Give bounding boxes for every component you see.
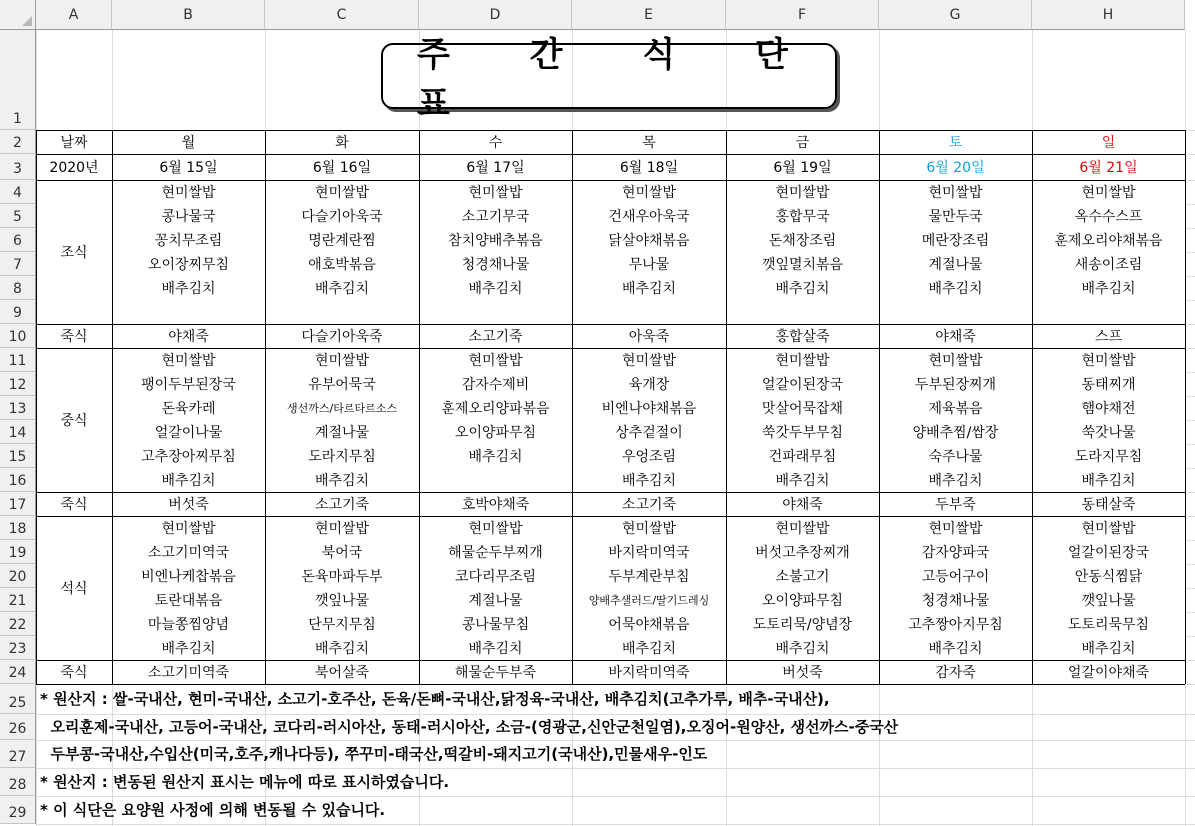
row-header-11[interactable]: 11 [0,348,36,372]
row-header-15[interactable]: 15 [0,444,36,468]
menu-cell[interactable] [265,300,419,324]
menu-cell[interactable]: 현미쌀밥 [112,516,265,540]
menu-cell[interactable]: 돈육마파두부 [265,564,419,588]
menu-cell[interactable]: 북어살죽 [265,660,419,684]
table-border [1185,130,1186,684]
menu-cell[interactable]: 현미쌀밥 [1032,516,1185,540]
menu-cell[interactable]: 현미쌀밥 [726,348,879,372]
menu-cell[interactable]: 배추김치 [265,468,419,492]
row-header-16[interactable]: 16 [0,468,36,492]
menu-cell[interactable]: 배추김치 [265,636,419,660]
menu-cell[interactable]: 고추장아찌무침 [112,444,265,468]
menu-cell[interactable]: 버섯죽 [726,660,879,684]
row-header-27[interactable]: 27 [0,740,36,768]
column-header-f[interactable]: F [726,0,879,30]
table-border [36,660,1185,661]
menu-cell[interactable]: 무나물 [572,252,726,276]
row-header-24[interactable]: 24 [0,660,36,684]
menu-cell[interactable]: 배추김치 [419,276,572,300]
column-header-b[interactable]: B [112,0,265,30]
menu-cell[interactable]: 배추김치 [726,636,879,660]
menu-cell[interactable]: 아욱죽 [572,324,726,348]
menu-cell[interactable]: 어묵야채볶음 [572,612,726,636]
menu-cell[interactable]: 현미쌀밥 [419,348,572,372]
menu-cell[interactable]: 소고기미역죽 [112,660,265,684]
row-header-28[interactable]: 28 [0,768,36,796]
menu-cell[interactable]: 깻잎나물 [1032,588,1185,612]
column-header-e[interactable]: E [572,0,726,30]
menu-cell[interactable]: 감자죽 [879,660,1032,684]
day-header-cell[interactable]: 일 [1032,130,1185,154]
menu-cell[interactable]: 현미쌀밥 [572,348,726,372]
day-header-cell[interactable]: 수 [419,130,572,154]
menu-cell[interactable]: 현미쌀밥 [419,180,572,204]
row-header-1[interactable]: 1 [0,30,36,130]
menu-cell[interactable]: 현미쌀밥 [726,180,879,204]
note-line[interactable]: * 이 식단은 요양원 사정에 의해 변동될 수 있습니다. [40,801,386,819]
day-header-cell[interactable]: 월 [112,130,265,154]
menu-cell[interactable]: 옥수수스프 [1032,204,1185,228]
day-header-cell[interactable]: 금 [726,130,879,154]
row-header-17[interactable]: 17 [0,492,36,516]
table-border [36,348,1185,349]
row-header-19[interactable]: 19 [0,540,36,564]
menu-cell[interactable]: 현미쌀밥 [879,516,1032,540]
row-header-22[interactable]: 22 [0,612,36,636]
row-header-4[interactable]: 4 [0,180,36,204]
menu-cell[interactable]: 배추김치 [1032,276,1185,300]
menu-cell[interactable]: 버섯고추장찌개 [726,540,879,564]
menu-cell[interactable]: 콩나물무침 [419,612,572,636]
menu-cell[interactable]: 훈제오리양파볶음 [419,396,572,420]
menu-cell[interactable]: 얼갈이나물 [112,420,265,444]
row-header-29[interactable]: 29 [0,796,36,824]
menu-cell[interactable]: 소고기미역국 [112,540,265,564]
menu-cell[interactable]: 감자양파국 [879,540,1032,564]
menu-cell[interactable]: 배추김치 [265,276,419,300]
row-header-2[interactable]: 2 [0,130,36,154]
table-border [1032,130,1033,684]
meal-label-porridge2[interactable]: 죽식 [36,492,112,516]
menu-cell[interactable]: 건파래무침 [726,444,879,468]
menu-cell[interactable]: 우엉조림 [572,444,726,468]
menu-cell[interactable]: 배추김치 [419,636,572,660]
menu-cell[interactable] [419,300,572,324]
menu-cell[interactable]: 홍합무국 [726,204,879,228]
menu-cell[interactable]: 비엔나케찹볶음 [112,564,265,588]
table-border [36,492,1185,493]
row-header-5[interactable]: 5 [0,204,36,228]
row-header-20[interactable]: 20 [0,564,36,588]
menu-cell[interactable]: 소고기죽 [572,492,726,516]
menu-cell[interactable]: 오이양파무침 [726,588,879,612]
meal-label-lunch[interactable]: 중식 [36,348,112,492]
menu-cell[interactable]: 물만두국 [879,204,1032,228]
date-label-cell[interactable]: 날짜 [36,130,112,154]
row-header-8[interactable]: 8 [0,276,36,300]
menu-cell[interactable]: 깻잎나물 [265,588,419,612]
meal-label-porridge3[interactable]: 죽식 [36,660,112,684]
menu-cell[interactable]: 안동식찜닭 [1032,564,1185,588]
row-header-7[interactable]: 7 [0,252,36,276]
menu-cell[interactable] [879,300,1032,324]
menu-cell[interactable]: 다슬기아욱국 [265,204,419,228]
menu-cell[interactable]: 야채죽 [879,324,1032,348]
menu-cell[interactable]: 비엔나야채볶음 [572,396,726,420]
menu-cell[interactable]: 코다리무조림 [419,564,572,588]
menu-cell[interactable]: 숙주나물 [879,444,1032,468]
menu-cell[interactable]: 현미쌀밥 [1032,180,1185,204]
menu-cell[interactable]: 바지락미역죽 [572,660,726,684]
menu-cell[interactable] [112,300,265,324]
menu-cell[interactable]: 호박야채죽 [419,492,572,516]
date-cell[interactable]: 6월 16일 [265,154,419,180]
menu-cell[interactable]: 현미쌀밥 [112,180,265,204]
row-header-25[interactable]: 25 [0,684,36,714]
menu-cell[interactable]: 계절나물 [419,588,572,612]
menu-cell[interactable]: 참치양배추볶음 [419,228,572,252]
date-cell[interactable]: 6월 18일 [572,154,726,180]
menu-cell[interactable] [572,300,726,324]
menu-cell[interactable]: 두부죽 [879,492,1032,516]
meal-label-dinner[interactable]: 석식 [36,516,112,660]
menu-cell[interactable]: 소고기무국 [419,204,572,228]
menu-cell[interactable]: 배추김치 [112,276,265,300]
row-header-12[interactable]: 12 [0,372,36,396]
menu-cell[interactable]: 유부어묵국 [265,372,419,396]
menu-cell[interactable]: 팽이두부된장국 [112,372,265,396]
menu-cell[interactable] [419,468,572,492]
menu-cell[interactable]: 쑥갓나물 [1032,420,1185,444]
menu-cell[interactable]: 버섯죽 [112,492,265,516]
table-border [36,130,1185,131]
menu-cell[interactable]: 야채죽 [726,492,879,516]
menu-cell[interactable]: 돈육카레 [112,396,265,420]
menu-cell[interactable]: 배추김치 [572,468,726,492]
day-header-cell[interactable]: 토 [879,130,1032,154]
menu-cell[interactable]: 소고기죽 [265,492,419,516]
column-header-g[interactable]: G [879,0,1032,30]
menu-cell[interactable]: 해물순두부찌개 [419,540,572,564]
table-border [265,130,266,684]
menu-cell[interactable]: 청경채나물 [879,588,1032,612]
menu-cell[interactable]: 북어국 [265,540,419,564]
menu-cell[interactable] [726,300,879,324]
menu-cell[interactable]: 현미쌀밥 [419,516,572,540]
menu-cell[interactable]: 다슬기아욱죽 [265,324,419,348]
menu-cell[interactable]: 얼갈이야채죽 [1032,660,1185,684]
menu-cell[interactable]: 감자수제비 [419,372,572,396]
menu-cell[interactable]: 배추김치 [572,276,726,300]
page-title: 주 간 식 단 표 [381,43,837,109]
note-line[interactable]: * 원산지 : 변동된 원산지 표시는 메뉴에 따로 표시하였습니다. [40,773,450,791]
menu-cell[interactable]: 소고기죽 [419,324,572,348]
note-line[interactable]: * 원산지 : 쌀-국내산, 현미-국내산, 소고기-호주산, 돈육/돈뼈-국내산,닭정육-국내산, 배추김치(고추가루, 배추-국내산), [40,690,830,708]
date-cell[interactable]: 6월 21일 [1032,154,1185,180]
menu-cell[interactable]: 배추김치 [726,276,879,300]
menu-cell[interactable]: 배추김치 [879,636,1032,660]
menu-cell[interactable] [1032,300,1185,324]
year-cell[interactable]: 2020년 [36,154,112,180]
date-cell[interactable]: 6월 15일 [112,154,265,180]
row-header-14[interactable]: 14 [0,420,36,444]
menu-cell[interactable]: 얼갈이된장국 [726,372,879,396]
table-border [726,130,727,684]
menu-cell[interactable]: 닭살야채볶음 [572,228,726,252]
table-border [879,130,880,684]
menu-cell[interactable]: 꽁치무조림 [112,228,265,252]
day-header-cell[interactable]: 화 [265,130,419,154]
menu-cell[interactable]: 도라지무침 [265,444,419,468]
menu-cell[interactable]: 토란대볶음 [112,588,265,612]
day-header-cell[interactable]: 목 [572,130,726,154]
menu-cell[interactable]: 돈채장조림 [726,228,879,252]
meal-label-porridge1[interactable]: 죽식 [36,324,112,348]
table-border [36,154,1185,155]
menu-cell[interactable]: 두부된장찌개 [879,372,1032,396]
menu-cell[interactable]: 배추김치 [112,468,265,492]
menu-cell[interactable]: 콩나물국 [112,204,265,228]
note-line[interactable]: 오리훈제-국내산, 고등어-국내산, 코다리-러시아산, 동태-러시아산, 소금-(영광군,신안군천일염),오징어-원양산, 생선까스-중국산 [40,718,899,736]
table-border [36,130,37,684]
menu-cell[interactable]: 현미쌀밥 [572,516,726,540]
menu-cell[interactable]: 오이장찌무침 [112,252,265,276]
menu-cell[interactable]: 오이양파무침 [419,420,572,444]
column-header-c[interactable]: C [265,0,419,30]
row-header-10[interactable]: 10 [0,324,36,348]
note-line[interactable]: 두부콩-국내산,수입산(미국,호주,캐나다등), 쭈꾸미-태국산,떡갈비-돼지고기(국내산),민물새우-인도 [40,745,708,763]
date-cell[interactable]: 6월 19일 [726,154,879,180]
table-border [36,180,1185,181]
menu-cell[interactable]: 제육볶음 [879,396,1032,420]
menu-cell[interactable]: 도토리묵/양념장 [726,612,879,636]
menu-cell[interactable]: 스프 [1032,324,1185,348]
menu-cell[interactable]: 도토리묵무침 [1032,612,1185,636]
column-header-d[interactable]: D [419,0,572,30]
row-header-9[interactable]: 9 [0,300,36,324]
menu-cell[interactable]: 고추짱아지무침 [879,612,1032,636]
date-cell[interactable]: 6월 17일 [419,154,572,180]
row-header-18[interactable]: 18 [0,516,36,540]
row-header-21[interactable]: 21 [0,588,36,612]
menu-cell[interactable]: 배추김치 [1032,636,1185,660]
menu-cell[interactable]: 도라지무침 [1032,444,1185,468]
table-border [36,516,1185,517]
row-header-26[interactable]: 26 [0,714,36,740]
menu-cell[interactable]: 햄야채전 [1032,396,1185,420]
menu-cell[interactable]: 동태찌개 [1032,372,1185,396]
menu-cell[interactable]: 청경채나물 [419,252,572,276]
menu-cell[interactable]: 동태살죽 [1032,492,1185,516]
menu-cell[interactable]: 쑥갓두부무침 [726,420,879,444]
menu-cell[interactable]: 명란계란찜 [265,228,419,252]
menu-cell[interactable]: 배추김치 [572,636,726,660]
menu-cell[interactable]: 애호박볶음 [265,252,419,276]
menu-cell[interactable]: 배추김치 [419,444,572,468]
date-cell[interactable]: 6월 20일 [879,154,1032,180]
menu-cell[interactable]: 고등어구이 [879,564,1032,588]
menu-cell[interactable]: 홍합살죽 [726,324,879,348]
menu-cell[interactable]: 건새우아욱국 [572,204,726,228]
table-border [36,324,1185,325]
menu-cell[interactable]: 새송이조림 [1032,252,1185,276]
row-header-23[interactable]: 23 [0,636,36,660]
menu-cell[interactable]: 현미쌀밥 [879,180,1032,204]
menu-cell[interactable]: 배추김치 [1032,468,1185,492]
gridline [36,824,1195,825]
select-all-corner[interactable] [0,0,36,30]
menu-cell[interactable]: 현미쌀밥 [265,516,419,540]
menu-cell[interactable]: 현미쌀밥 [112,348,265,372]
menu-cell[interactable]: 계절나물 [879,252,1032,276]
menu-cell[interactable]: 야채죽 [112,324,265,348]
menu-cell[interactable]: 배추김치 [879,276,1032,300]
menu-cell[interactable]: 현미쌀밥 [1032,348,1185,372]
menu-cell[interactable]: 현미쌀밥 [726,516,879,540]
row-header-6[interactable]: 6 [0,228,36,252]
menu-cell[interactable]: 양배추샐러드/딸기드레싱 [572,588,726,612]
menu-cell[interactable]: 육개장 [572,372,726,396]
column-header-h[interactable]: H [1032,0,1185,30]
row-header-13[interactable]: 13 [0,396,36,420]
menu-cell[interactable]: 생선까스/타르타르소스 [265,396,419,420]
table-border [572,130,573,684]
menu-cell[interactable]: 바지락미역국 [572,540,726,564]
menu-cell[interactable]: 현미쌀밥 [265,180,419,204]
menu-cell[interactable]: 마늘쫑찜양념 [112,612,265,636]
row-header-3[interactable]: 3 [0,154,36,180]
menu-cell[interactable]: 맛살어묵잡채 [726,396,879,420]
menu-cell[interactable]: 현미쌀밥 [879,348,1032,372]
meal-label-breakfast[interactable]: 조식 [36,180,112,324]
menu-cell[interactable]: 상추겉절이 [572,420,726,444]
table-border [112,130,113,684]
menu-cell[interactable]: 두부계란부침 [572,564,726,588]
menu-cell[interactable]: 해물순두부죽 [419,660,572,684]
menu-cell[interactable]: 배추김치 [879,468,1032,492]
menu-cell[interactable]: 배추김치 [112,636,265,660]
column-header-a[interactable]: A [36,0,112,30]
menu-cell[interactable]: 메란장조림 [879,228,1032,252]
menu-cell[interactable]: 현미쌀밥 [572,180,726,204]
menu-cell[interactable]: 훈제오리야채볶음 [1032,228,1185,252]
menu-cell[interactable]: 단무지무침 [265,612,419,636]
table-border [419,130,420,684]
menu-cell[interactable]: 계절나물 [265,420,419,444]
menu-cell[interactable]: 얼갈이된장국 [1032,540,1185,564]
menu-cell[interactable]: 양배추찜/쌈장 [879,420,1032,444]
menu-cell[interactable]: 깻잎멸치볶음 [726,252,879,276]
menu-cell[interactable]: 소불고기 [726,564,879,588]
menu-cell[interactable]: 현미쌀밥 [265,348,419,372]
menu-cell[interactable]: 배추김치 [726,468,879,492]
